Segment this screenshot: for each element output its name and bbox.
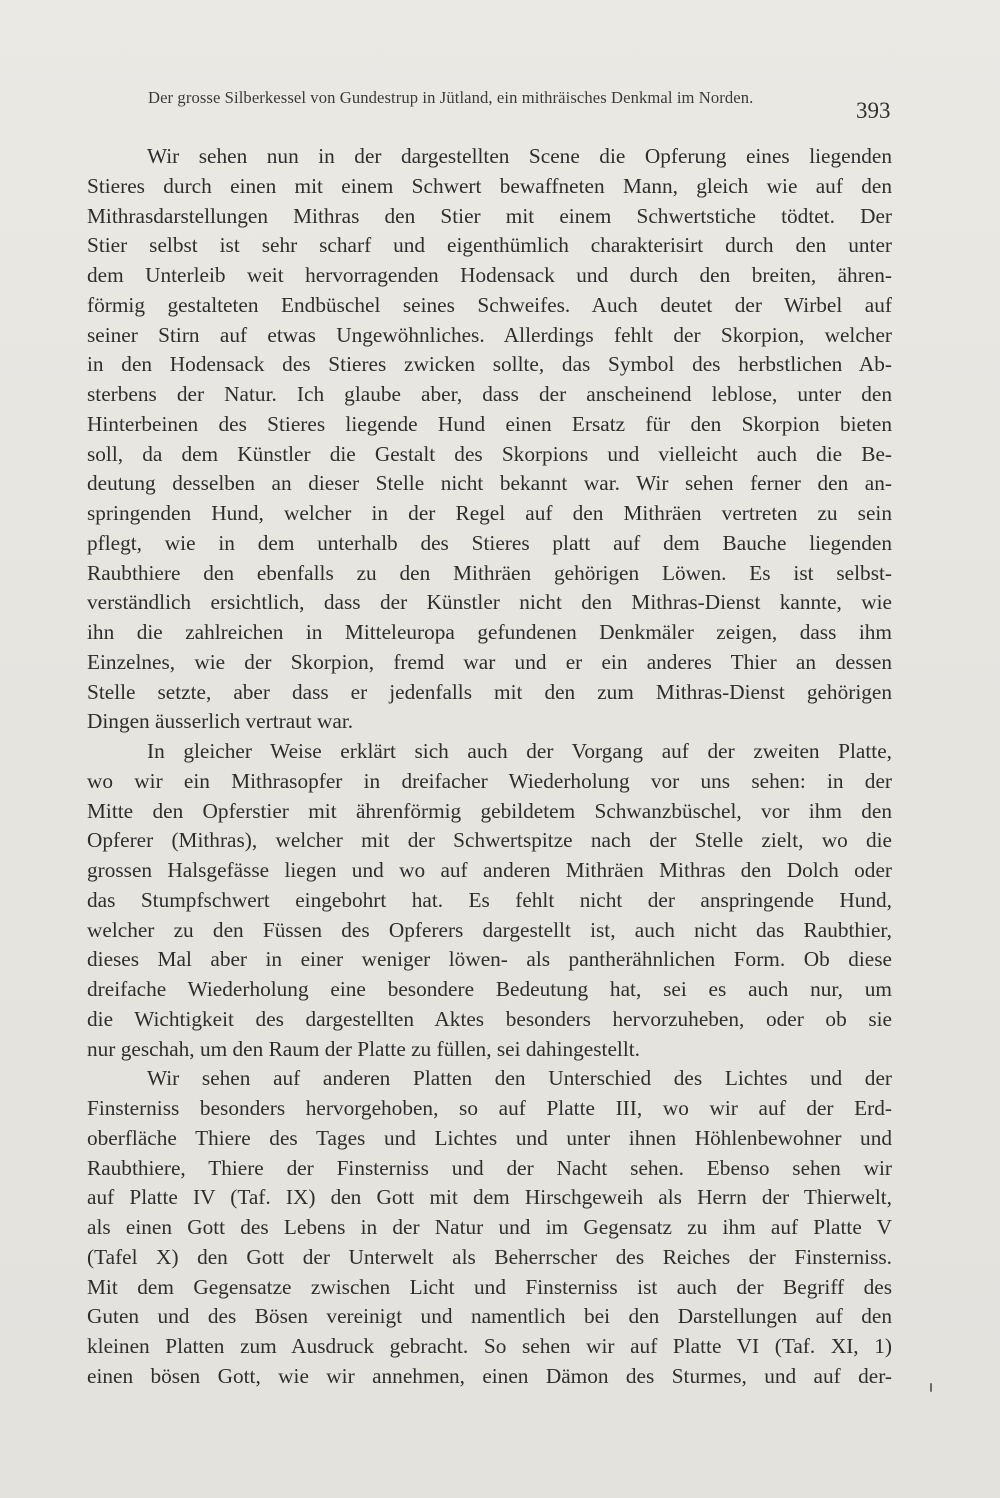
- text-line: dieses Mal aber in einer weniger löwen- als pantherähnlichen Form. Ob diese: [87, 947, 892, 972]
- text-line: wo wir ein Mithrasopfer in dreifacher Wiederholung vor uns sehen: in der: [87, 768, 892, 793]
- text-line: als einen Gott des Lebens in der Natur und im Gegensatz zu ihm auf Platte V: [87, 1215, 892, 1239]
- text-line: das Stumpfschwert eingebohrt hat. Es fehlt nicht der anspringende Hund,: [87, 887, 892, 912]
- text-line: sterbens der Natur. Ich glaube aber, dass der anscheinend leblose, unter den: [87, 382, 892, 406]
- text-line: Hinterbeinen des Stieres liegende Hund einen Ersatz für den Skorpion bieten: [87, 411, 892, 436]
- text-line: dreifache Wiederholung eine besondere Bedeutung hat, sei es auch nur, um: [87, 977, 892, 1001]
- text-line: seiner Stirn auf etwas Ungewöhnliches. Allerdings fehlt der Skorpion, welcher: [87, 322, 892, 347]
- text-line: Raubthiere, Thiere der Finsterniss und der Nacht sehen. Ebenso sehen wir: [87, 1155, 892, 1180]
- text-line: nur geschah, um den Raum der Platte zu füllen, sei dahingestellt.: [87, 1036, 640, 1061]
- text-line: Raubthiere den ebenfalls zu den Mithräen gehörigen Löwen. Es ist selbst-: [87, 560, 892, 585]
- text-line: deutung desselben an dieser Stelle nicht bekannt war. Wir sehen ferner den an-: [87, 471, 892, 496]
- text-line: oberfläche Thiere des Tages und Lichtes und unter ihnen Höhlenbewohner und: [87, 1125, 892, 1150]
- text-line: förmig gestalteten Endbüschel seines Schweifes. Auch deutet der Wirbel auf: [87, 292, 892, 317]
- text-line: Wir sehen nun in der dargestellten Scene die Opferung eines liegenden: [147, 144, 892, 168]
- text-line: soll, da dem Künstler die Gestalt des Skorpions und vielleicht auch die Be-: [87, 441, 892, 466]
- text-line: Wir sehen auf anderen Platten den Unterschied des Lichtes und der: [147, 1066, 892, 1091]
- text-line: grossen Halsgefässe liegen und wo auf anderen Mithräen Mithras den Dolch oder: [87, 858, 892, 882]
- text-line: dem Unterleib weit hervorragenden Hodensack und durch den breiten, ähren-: [87, 263, 892, 287]
- text-line: welcher zu den Füssen des Opferers dargestellt ist, auch nicht das Raubthier,: [87, 917, 892, 942]
- running-head: Der grosse Silberkessel von Gundestrup in Jütland, ein mithräisches Denkmal im Norden.: [148, 88, 754, 107]
- text-line: auf Platte IV (Taf. IX) den Gott mit dem Hirschgeweih als Herrn der Thierwelt,: [87, 1185, 892, 1210]
- text-line: Mitte den Opferstier mit ährenförmig gebildetem Schwanzbüschel, vor ihm den: [87, 798, 892, 823]
- text-line: Stieres durch einen mit einem Schwert bewaffneten Mann, gleich wie auf den: [87, 173, 892, 198]
- text-line: Stelle setzte, aber dass er jedenfalls mit den zum Mithras-Dienst gehörigen: [87, 679, 892, 704]
- text-line: in den Hodensack des Stieres zwicken sollte, das Symbol des herbstlichen Ab-: [87, 352, 892, 377]
- text-line: Stier selbst ist sehr scharf und eigenthümlich charakterisirt durch den unter: [87, 233, 892, 258]
- text-line: Mithrasdarstellungen Mithras den Stier mit einem Schwertstiche tödtet. Der: [87, 203, 892, 228]
- page-number: 393: [856, 98, 891, 123]
- text-line: Opferer (Mithras), welcher mit der Schwertspitze nach der Stelle zielt, wo die: [87, 828, 892, 853]
- text-line: einen bösen Gott, wie wir annehmen, einen Dämon des Sturmes, und auf der-: [87, 1363, 892, 1388]
- text-line: Dingen äusserlich vertraut war.: [87, 709, 354, 734]
- text-line: die Wichtigkeit des dargestellten Aktes besonders hervorzuheben, oder ob sie: [87, 1006, 892, 1031]
- body-text: [87, 142, 892, 1392]
- text-line: In gleicher Weise erklärt sich auch der Vorgang auf der zweiten Platte,: [147, 739, 892, 763]
- text-line: Finsterniss besonders hervorgehoben, so auf Platte III, wo wir auf der Erd-: [87, 1096, 892, 1120]
- text-line: verständlich ersichtlich, dass der Künstler nicht den Mithras-Dienst kannte, wie: [87, 590, 892, 615]
- text-line: kleinen Platten zum Ausdruck gebracht. So sehen wir auf Platte VI (Taf. XI, 1): [87, 1334, 892, 1358]
- text-line: Einzelnes, wie der Skorpion, fremd war und er ein anderes Thier an dessen: [87, 649, 892, 674]
- text-line: (Tafel X) den Gott der Unterwelt als Beherrscher des Reiches der Finsterniss.: [87, 1244, 892, 1269]
- text-line: pflegt, wie in dem unterhalb des Stieres platt auf dem Bauche liegenden: [87, 530, 892, 555]
- text-line: ihn die zahlreichen in Mitteleuropa gefundenen Denkmäler zeigen, dass ihm: [87, 620, 892, 644]
- text-line: Guten und des Bösen vereinigt und namentlich bei den Darstellungen auf den: [87, 1304, 892, 1329]
- text-line: Mit dem Gegensatze zwischen Licht und Finsterniss ist auch der Begriff des: [87, 1274, 892, 1299]
- text-line: springenden Hund, welcher in der Regel auf den Mithräen vertreten zu sein: [87, 501, 892, 525]
- ink-speck: [930, 1383, 932, 1392]
